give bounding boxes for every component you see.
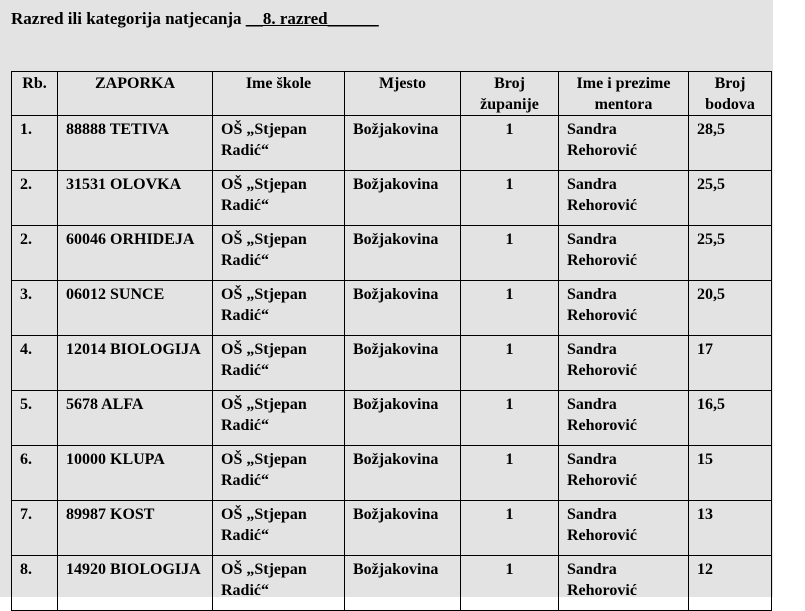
place-cell: Božjakovina — [345, 116, 461, 171]
mentor-cell: Sandra Rehorović — [559, 171, 689, 226]
school-cell: OŠ „Stjepan Radić“ — [213, 281, 345, 336]
county-cell: 1 — [461, 336, 559, 391]
code-cell: 14920 BIOLOGIJA — [58, 556, 213, 611]
county-cell: 1 — [461, 116, 559, 171]
header-county: Broj županije — [461, 72, 559, 116]
school-cell: OŠ „Stjepan Radić“ — [213, 391, 345, 446]
category-heading — [11, 9, 379, 29]
code-cell: 88888 TETIVA — [58, 116, 213, 171]
points-cell: 15 — [689, 446, 772, 501]
table-row — [12, 116, 772, 171]
header-school: Ime škole — [213, 72, 345, 116]
points-cell: 25,5 — [689, 226, 772, 281]
table-row — [12, 391, 772, 446]
place-cell: Božjakovina — [345, 556, 461, 611]
results-body — [12, 116, 772, 611]
place-cell: Božjakovina — [345, 501, 461, 556]
table-row — [12, 501, 772, 556]
county-cell: 1 — [461, 226, 559, 281]
school-cell: OŠ „Stjepan Radić“ — [213, 501, 345, 556]
points-cell: 28,5 — [689, 116, 772, 171]
place-cell: Božjakovina — [345, 171, 461, 226]
header-points: Broj bodova — [689, 72, 772, 116]
mentor-cell: Sandra Rehorović — [559, 226, 689, 281]
rank-cell: 3. — [12, 281, 58, 336]
code-cell: 10000 KLUPA — [58, 446, 213, 501]
county-cell: 1 — [461, 171, 559, 226]
header-place: Mjesto — [345, 72, 461, 116]
table-row — [12, 446, 772, 501]
mentor-cell: Sandra Rehorović — [559, 556, 689, 611]
table-row — [12, 336, 772, 391]
points-cell: 13 — [689, 501, 772, 556]
code-cell: 89987 KOST — [58, 501, 213, 556]
table-row — [12, 281, 772, 336]
category-label: Razred ili kategorija natjecanja — [11, 9, 242, 28]
county-cell: 1 — [461, 391, 559, 446]
code-cell: 06012 SUNCE — [58, 281, 213, 336]
place-cell: Božjakovina — [345, 226, 461, 281]
mentor-cell: Sandra Rehorović — [559, 501, 689, 556]
points-cell: 12 — [689, 556, 772, 611]
points-cell: 25,5 — [689, 171, 772, 226]
county-cell: 1 — [461, 446, 559, 501]
header-rank: Rb. — [12, 72, 58, 116]
rank-cell: 1. — [12, 116, 58, 171]
place-cell: Božjakovina — [345, 391, 461, 446]
table-row — [12, 226, 772, 281]
mentor-cell: Sandra Rehorović — [559, 281, 689, 336]
school-cell: OŠ „Stjepan Radić“ — [213, 336, 345, 391]
rank-cell: 2. — [12, 171, 58, 226]
points-cell: 16,5 — [689, 391, 772, 446]
header-code: ZAPORKA — [58, 72, 213, 116]
school-cell: OŠ „Stjepan Radić“ — [213, 171, 345, 226]
points-cell: 17 — [689, 336, 772, 391]
rank-cell: 4. — [12, 336, 58, 391]
code-cell: 60046 ORHIDEJA — [58, 226, 213, 281]
table-row — [12, 171, 772, 226]
header-mentor: Ime i prezime mentora — [559, 72, 689, 116]
rank-cell: 7. — [12, 501, 58, 556]
mentor-cell: Sandra Rehorović — [559, 116, 689, 171]
rank-cell: 6. — [12, 446, 58, 501]
place-cell: Božjakovina — [345, 446, 461, 501]
category-value: __8. razred______ — [245, 9, 379, 28]
school-cell: OŠ „Stjepan Radić“ — [213, 116, 345, 171]
rank-cell: 8. — [12, 556, 58, 611]
mentor-cell: Sandra Rehorović — [559, 336, 689, 391]
code-cell: 31531 OLOVKA — [58, 171, 213, 226]
school-cell: OŠ „Stjepan Radić“ — [213, 556, 345, 611]
code-cell: 12014 BIOLOGIJA — [58, 336, 213, 391]
place-cell: Božjakovina — [345, 281, 461, 336]
rank-cell: 2. — [12, 226, 58, 281]
mentor-cell: Sandra Rehorović — [559, 391, 689, 446]
table-header-row — [12, 72, 772, 116]
table-row — [12, 556, 772, 611]
code-cell: 5678 ALFA — [58, 391, 213, 446]
school-cell: OŠ „Stjepan Radić“ — [213, 446, 345, 501]
school-cell: OŠ „Stjepan Radić“ — [213, 226, 345, 281]
place-cell: Božjakovina — [345, 336, 461, 391]
county-cell: 1 — [461, 281, 559, 336]
points-cell: 20,5 — [689, 281, 772, 336]
rank-cell: 5. — [12, 391, 58, 446]
results-table — [11, 71, 772, 611]
county-cell: 1 — [461, 501, 559, 556]
mentor-cell: Sandra Rehorović — [559, 446, 689, 501]
county-cell: 1 — [461, 556, 559, 611]
